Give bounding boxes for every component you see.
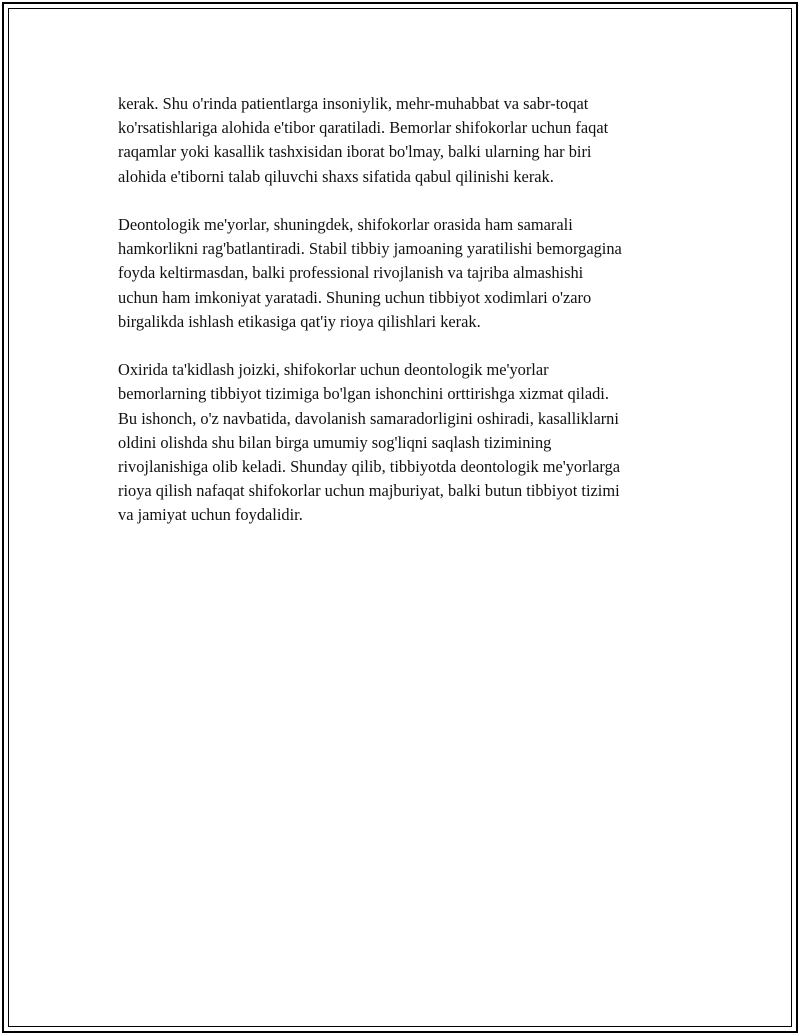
text-line: ko'rsatishlariga alohida e'tibor qaratiladi. Bemorlar shifokorlar uchun faqat: [118, 118, 609, 138]
text-line: rioya qilish nafaqat shifokorlar uchun majburiyat, balki butun tibbiyot tizimi: [118, 481, 620, 501]
text-line: foyda keltirmasdan, balki professional rivojlanish va tajriba almashishi: [118, 263, 584, 283]
text-line: Deontologik me'yorlar, shuningdek, shifokorlar orasida ham samarali: [118, 215, 573, 234]
text-line: kerak. Shu o'rinda patientlarga insoniylik, mehr-muhabbat va sabr-toqat: [118, 94, 589, 113]
text-line: Bu ishonch, o'z navbatida, davolanish samaradorligini oshiradi, kasalliklarni: [118, 408, 619, 428]
text-line: raqamlar yoki kasallik tashxisidan iborat bo'lmay, balki ularning har biri: [118, 142, 592, 162]
text-line: Oxirida ta'kidlash joizki, shifokorlar uchun deontologik me'yorlar: [118, 360, 549, 380]
text-line: birgalikda ishlash etikasiga qat'iy rioya qilishlari kerak.: [118, 311, 481, 331]
paragraph-3: [118, 358, 708, 527]
text-line: va jamiyat uchun foydalidir.: [118, 505, 303, 525]
text-line: alohida e'tiborni talab qiluvchi shaxs sifatida qabul qilinishi kerak.: [118, 166, 554, 186]
text-line: rivojlanishiga olib keladi. Shunday qilib, tibbiyotda deontologik me'yorlarga: [118, 457, 621, 477]
text-line: uchun ham imkoniyat yaratadi. Shuning uchun tibbiyot xodimlari o'zaro: [118, 287, 592, 307]
text-line: oldini olishda shu bilan birga umumiy sog'liqni saqlash tizimining: [118, 432, 552, 452]
paragraph-1: [118, 92, 708, 189]
text-line: bemorlarning tibbiyot tizimiga bo'lgan ishonchini orttirishga xizmat qiladi.: [118, 384, 609, 404]
document-body: [118, 92, 708, 552]
paragraph-2: [118, 213, 708, 334]
text-line: hamkorlikni rag'batlantiradi. Stabil tibbiy jamoaning yaratilishi bemorgagina: [118, 239, 622, 259]
